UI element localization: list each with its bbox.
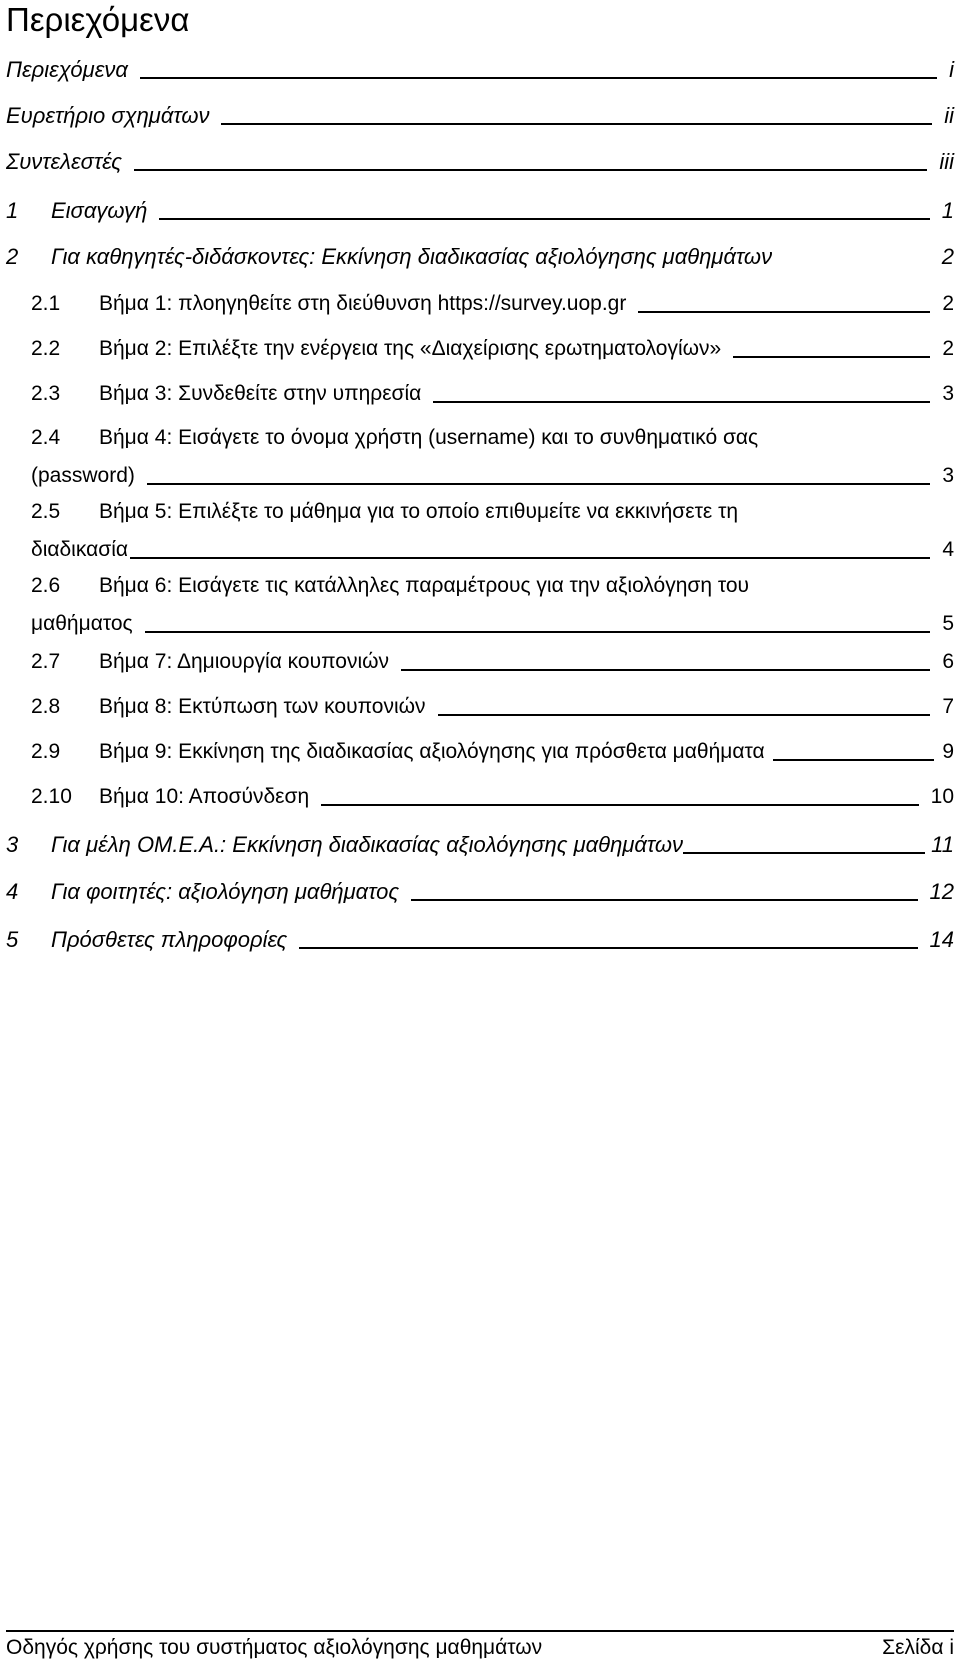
toc-leader xyxy=(221,123,932,125)
toc-entry-contributors[interactable] xyxy=(6,148,954,176)
toc-entry-label: Εισαγωγή xyxy=(51,198,148,223)
toc-entry-chapter-2[interactable] xyxy=(6,243,954,271)
toc-entry-label: Ευρετήριο σχημάτων xyxy=(6,103,210,128)
toc-leader xyxy=(299,947,917,949)
toc-leader xyxy=(401,669,930,671)
toc-entry-number: 2.6 xyxy=(31,574,61,597)
toc-entry-2-8[interactable] xyxy=(6,693,954,721)
toc-entry-page: 4 xyxy=(942,538,954,561)
toc-entry-label: Βήμα 1: πλοηγηθείτε στη διεύθυνση https://survey.uop.gr xyxy=(99,292,627,315)
toc-entry-chapter-4[interactable] xyxy=(6,878,954,906)
footer-document-title: Οδηγός χρήσης του συστήματος αξιολόγησης μαθημάτων xyxy=(6,1636,543,1659)
toc-entry-label: Βήμα 3: Συνδεθείτε στην υπηρεσία xyxy=(99,382,422,405)
toc-leader xyxy=(147,483,930,485)
toc-entry-label-continued: μαθήματος xyxy=(31,612,133,635)
toc-entry-chapter-3[interactable] xyxy=(6,831,954,859)
toc-leader xyxy=(140,77,937,79)
toc-entry-number: 2.4 xyxy=(31,426,61,449)
toc-entry-number: 2.7 xyxy=(31,650,61,673)
toc-entry-label: Πρόσθετες πληροφορίες xyxy=(51,927,288,952)
toc-entry-page: 6 xyxy=(942,650,954,673)
toc-leader xyxy=(159,218,929,220)
toc-entry-contents[interactable] xyxy=(6,56,954,84)
toc-entry-2-5[interactable] xyxy=(6,498,954,564)
toc-entry-number: 2 xyxy=(6,244,19,269)
toc-leader xyxy=(433,401,930,403)
toc-entry-number: 5 xyxy=(6,927,19,952)
toc-entry-number: 2.1 xyxy=(31,292,61,315)
toc-entry-number: 2.10 xyxy=(31,785,72,808)
toc-entry-number: 3 xyxy=(6,832,19,857)
toc-entry-label: Βήμα 4: Εισάγετε το όνομα χρήστη (username) και το συνθηματικό σας xyxy=(99,426,759,449)
toc-entry-label: Βήμα 7: Δημιουργία κουπονιών xyxy=(99,650,390,673)
toc-entry-2-10[interactable] xyxy=(6,783,954,811)
toc-entry-page: 5 xyxy=(942,612,954,635)
toc-entry-label: Βήμα 6: Εισάγετε τις κατάλληλες παραμέτρους για την αξιολόγηση του xyxy=(99,574,750,597)
toc-entry-number: 2.8 xyxy=(31,695,61,718)
toc-entry-label: Για μέλη ΟΜ.Ε.Α.: Εκκίνηση διαδικασίας αξιολόγησης μαθημάτων xyxy=(51,832,683,857)
toc-entry-number: 4 xyxy=(6,879,19,904)
toc-leader xyxy=(773,759,935,761)
toc-entry-page: ii xyxy=(944,103,954,128)
toc-entry-number: 2.5 xyxy=(31,500,61,523)
toc-entry-label: Βήμα 2: Επιλέξτε την ενέργεια της «Διαχείρισης ερωτηματολογίων» xyxy=(99,337,722,360)
toc-entry-page: i xyxy=(949,57,954,82)
toc-entry-page: 3 xyxy=(942,464,954,487)
toc-entry-chapter-1[interactable] xyxy=(6,197,954,225)
toc-leader xyxy=(733,356,930,358)
page-title: Περιεχόμενα xyxy=(6,1,190,38)
toc-entry-label: Βήμα 5: Επιλέξτε το μάθημα για το οποίο επιθυμείτε να εκκινήσετε τη xyxy=(99,500,739,523)
toc-entry-label: Βήμα 10: Αποσύνδεση xyxy=(99,785,310,808)
toc-entry-figures[interactable] xyxy=(6,102,954,130)
toc-leader xyxy=(638,311,930,313)
toc-entry-label-continued: (password) xyxy=(31,464,135,487)
toc-entry-page: 11 xyxy=(931,832,954,857)
toc-entry-page: 2 xyxy=(942,292,954,315)
toc-entry-page: 1 xyxy=(941,198,954,223)
toc-entry-number: 2.2 xyxy=(31,337,61,360)
toc-entry-label: Περιεχόμενα xyxy=(6,57,128,82)
toc-entry-2-2[interactable] xyxy=(6,335,954,363)
toc-entry-number: 1 xyxy=(6,198,19,223)
toc-entry-page: 2 xyxy=(941,244,954,269)
toc-entry-2-7[interactable] xyxy=(6,648,954,676)
toc-entry-label-continued: διαδικασία xyxy=(31,538,129,561)
toc-entry-label: Βήμα 9: Εκκίνηση της διαδικασίας αξιολόγησης για πρόσθετα μαθήματα xyxy=(99,740,765,763)
toc-entry-2-3[interactable] xyxy=(6,380,954,408)
toc-entry-label: Συντελεστές xyxy=(6,149,122,174)
toc-entry-2-4[interactable] xyxy=(6,424,954,490)
toc-leader xyxy=(321,804,918,806)
toc-leader xyxy=(145,631,931,633)
toc-leader xyxy=(134,169,927,171)
footer-page-number: Σελίδα i xyxy=(882,1636,954,1659)
footer-divider xyxy=(6,1630,954,1632)
toc-entry-2-1[interactable] xyxy=(6,290,954,318)
toc-entry-label: Για φοιτητές: αξιολόγηση μαθήματος xyxy=(51,879,400,904)
toc-leader xyxy=(683,852,925,854)
toc-entry-page: 3 xyxy=(942,382,954,405)
toc-entry-page: iii xyxy=(939,149,954,174)
toc-entry-page: 10 xyxy=(930,785,954,808)
toc-entry-number: 2.9 xyxy=(31,740,61,763)
toc-entry-page: 2 xyxy=(942,337,954,360)
toc-leader xyxy=(411,899,917,901)
toc-entry-page: 14 xyxy=(929,927,954,952)
toc-entry-number: 2.3 xyxy=(31,382,61,405)
toc-leader xyxy=(130,557,930,559)
toc-entry-label: Για καθηγητές-διδάσκοντες: Εκκίνηση διαδικασίας αξιολόγησης μαθημάτων xyxy=(51,244,773,269)
toc-entry-page: 7 xyxy=(942,695,954,718)
toc-entry-page: 12 xyxy=(929,879,954,904)
toc-leader xyxy=(438,714,931,716)
toc-entry-2-6[interactable] xyxy=(6,572,954,638)
toc-entry-page: 9 xyxy=(942,740,954,763)
toc-entry-2-9[interactable] xyxy=(6,738,954,766)
toc-entry-label: Βήμα 8: Εκτύπωση των κουπονιών xyxy=(99,695,426,718)
toc-entry-chapter-5[interactable] xyxy=(6,926,954,954)
